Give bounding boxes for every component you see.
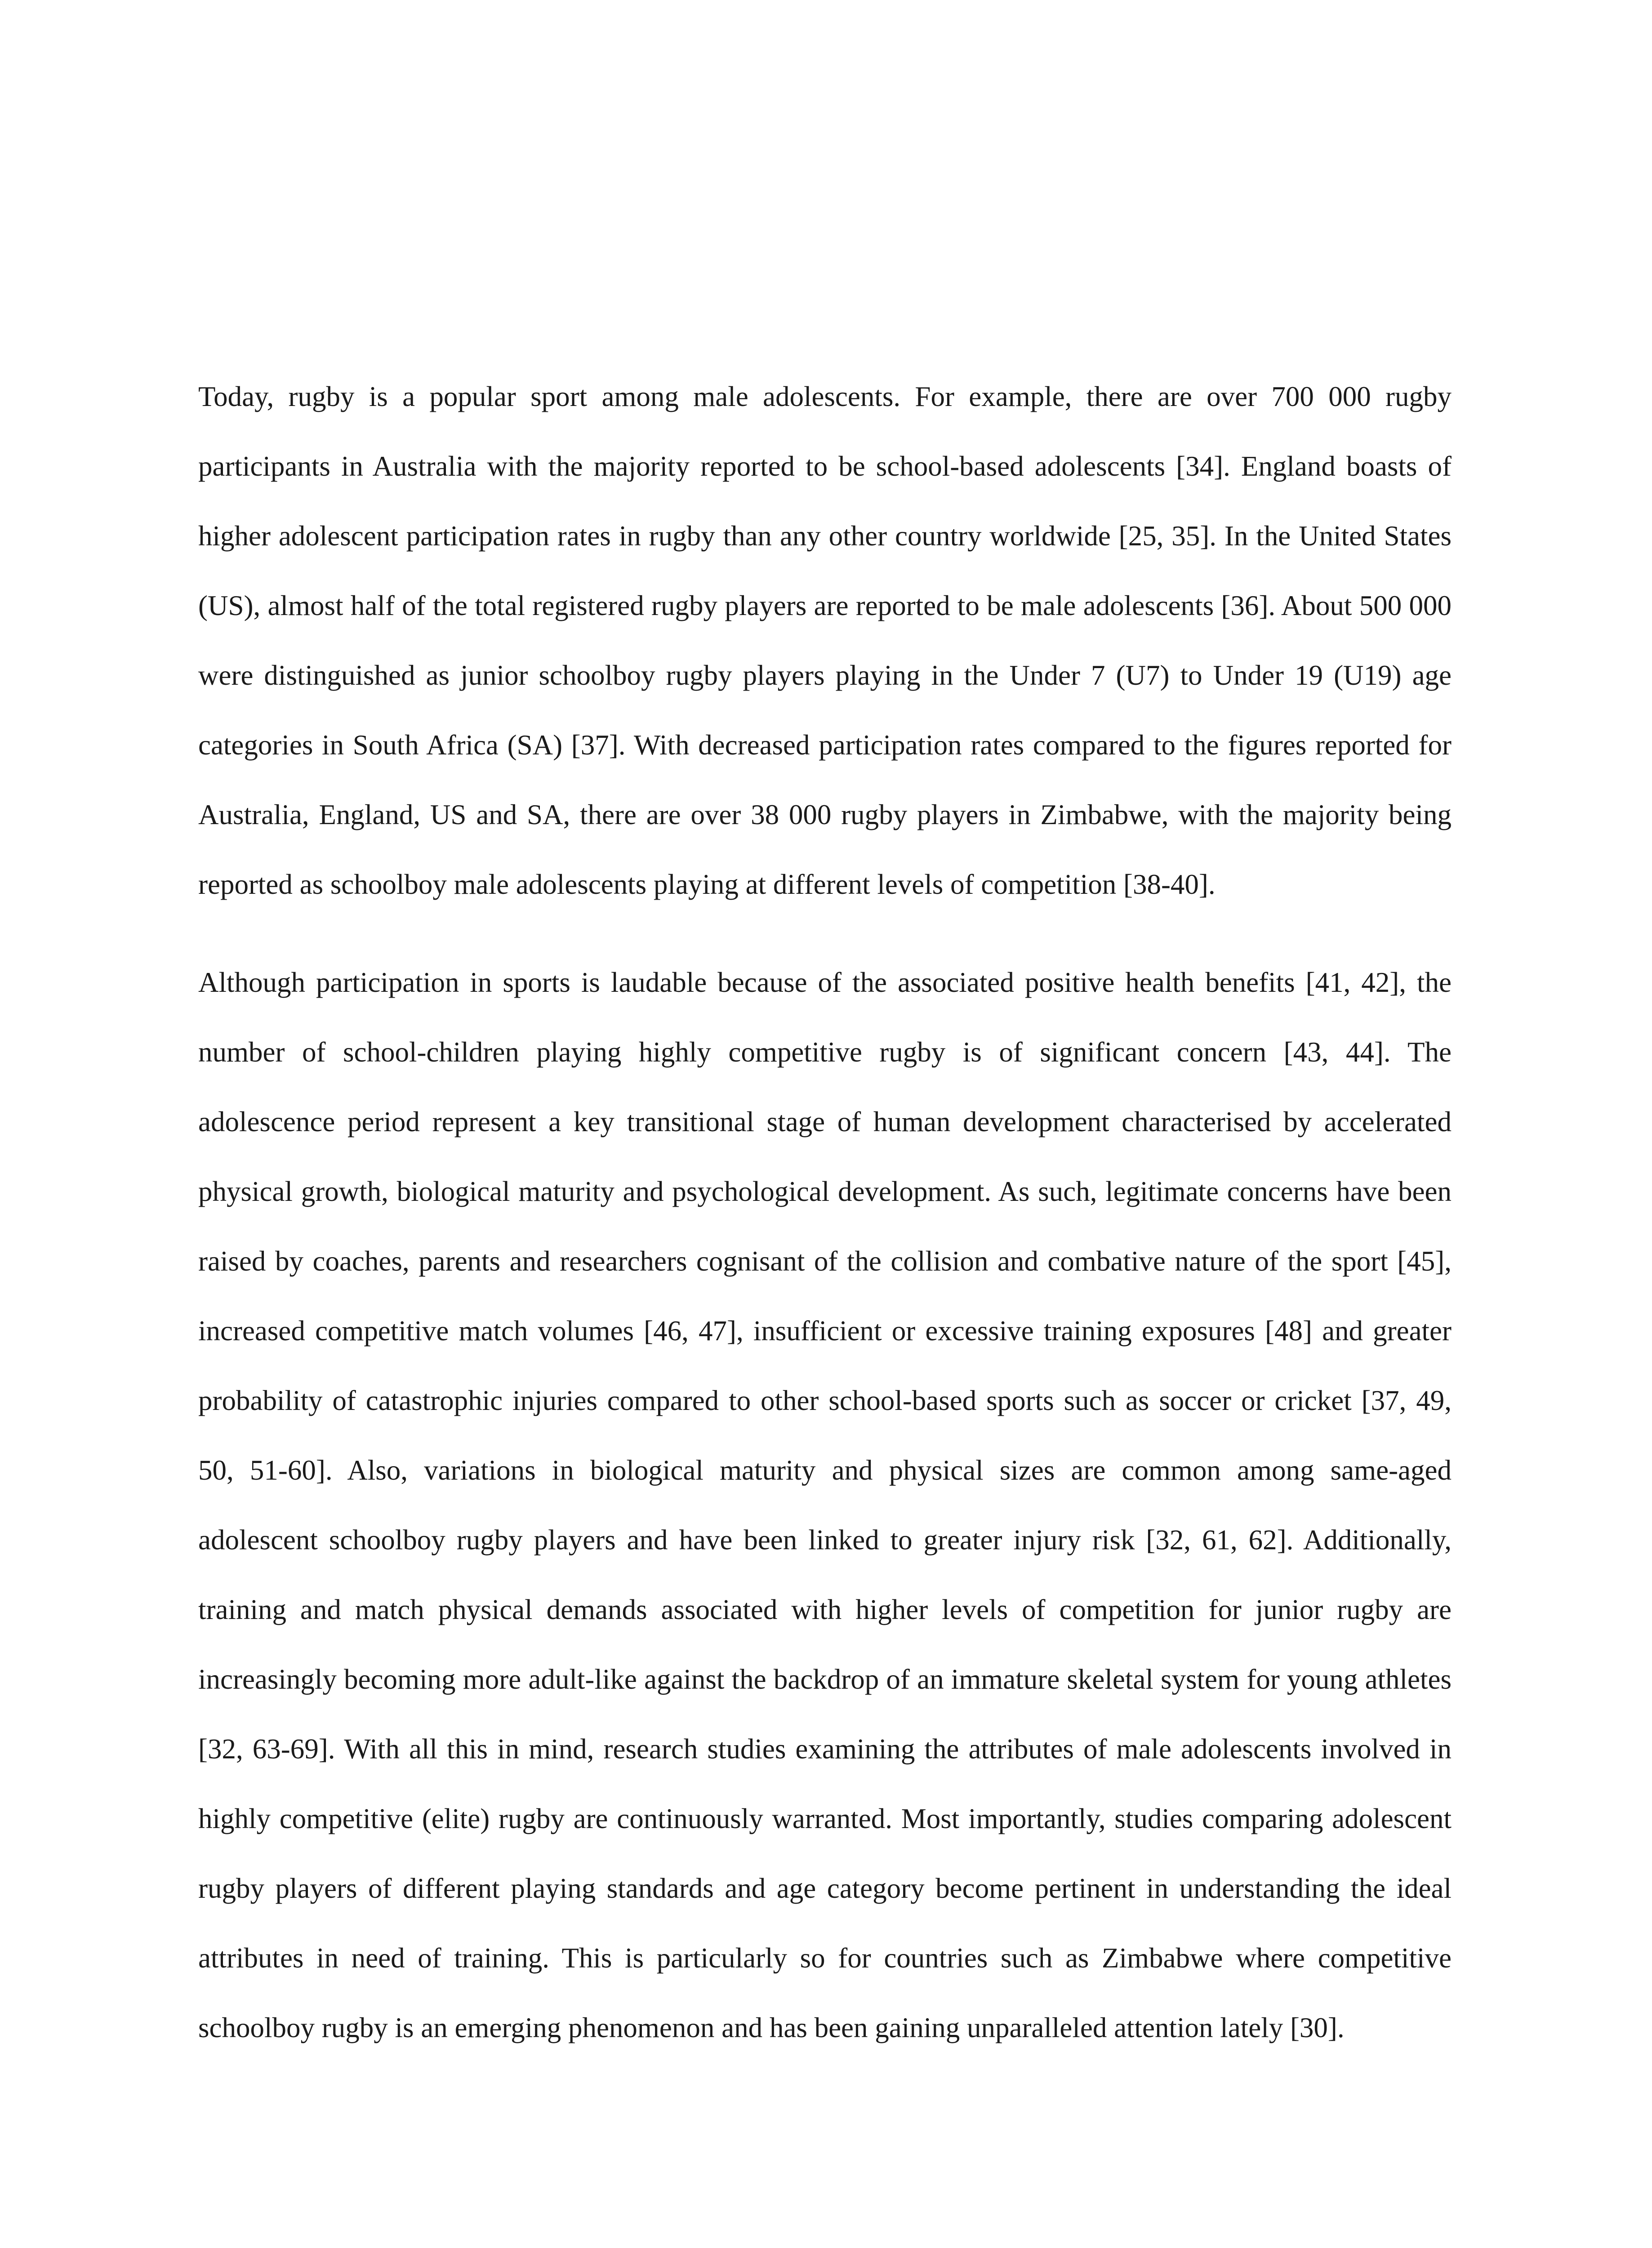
body-text: [198, 362, 1452, 2063]
paragraph-rugby-participation: Today, rugby is a popular sport among male adolescents. For example, there are over 700 000 rugby participants in Australia with the majority reported to be school-based adolescents [34]. England boasts of higher adolescent participation rates in rugby than any other country worldwide [25, 35]. In the United States (US), almost half of the total registered rugby players are reported to be male adolescents [36]. About 500 000 were distinguished as junior schoolboy rugby players playing in the Under 7 (U7) to Under 19 (U19) age categories in South Africa (SA) [37]. With decreased participation rates compared to the figures reported for Australia, England, US and SA, there are over 38 000 rugby players in Zimbabwe, with the majority being reported as schoolboy male adolescents playing at different levels of competition [38-40].: [198, 381, 1452, 900]
paragraph-adolescent-concerns: Although participation in sports is laudable because of the associated positive health benefits [41, 42], the number of school-children playing highly competitive rugby is of significant concern [43, 44]. The adolescence period represent a key transitional stage of human development characterised by accelerated physical growth, biological maturity and psychological development. As such, legitimate concerns have been raised by coaches, parents and researchers cognisant of the collision and combative nature of the sport [45], increased competitive match volumes [46, 47], insufficient or excessive training exposures [48] and greater probability of catastrophic injuries compared to other school-based sports such as soccer or cricket [37, 49, 50, 51-60]. Also, variations in biological maturity and physical sizes are common among same-aged adolescent schoolboy rugby players and have been linked to greater injury risk [32, 61, 62]. Additionally, training and match physical demands associated with higher levels of competition for junior rugby are increasingly becoming more adult-like against the backdrop of an immature skeletal system for young athletes [32, 63-69]. With all this in mind, research studies examining the attributes of male adolescents involved in highly competitive (elite) rugby are continuously warranted. Most importantly, studies comparing adolescent rugby players of different playing standards and age category become pertinent in understanding the ideal attributes in need of training. This is particularly so for countries such as Zimbabwe where competitive schoolboy rugby is an emerging phenomenon and has been gaining unparalleled attention lately [30].: [198, 967, 1452, 2043]
